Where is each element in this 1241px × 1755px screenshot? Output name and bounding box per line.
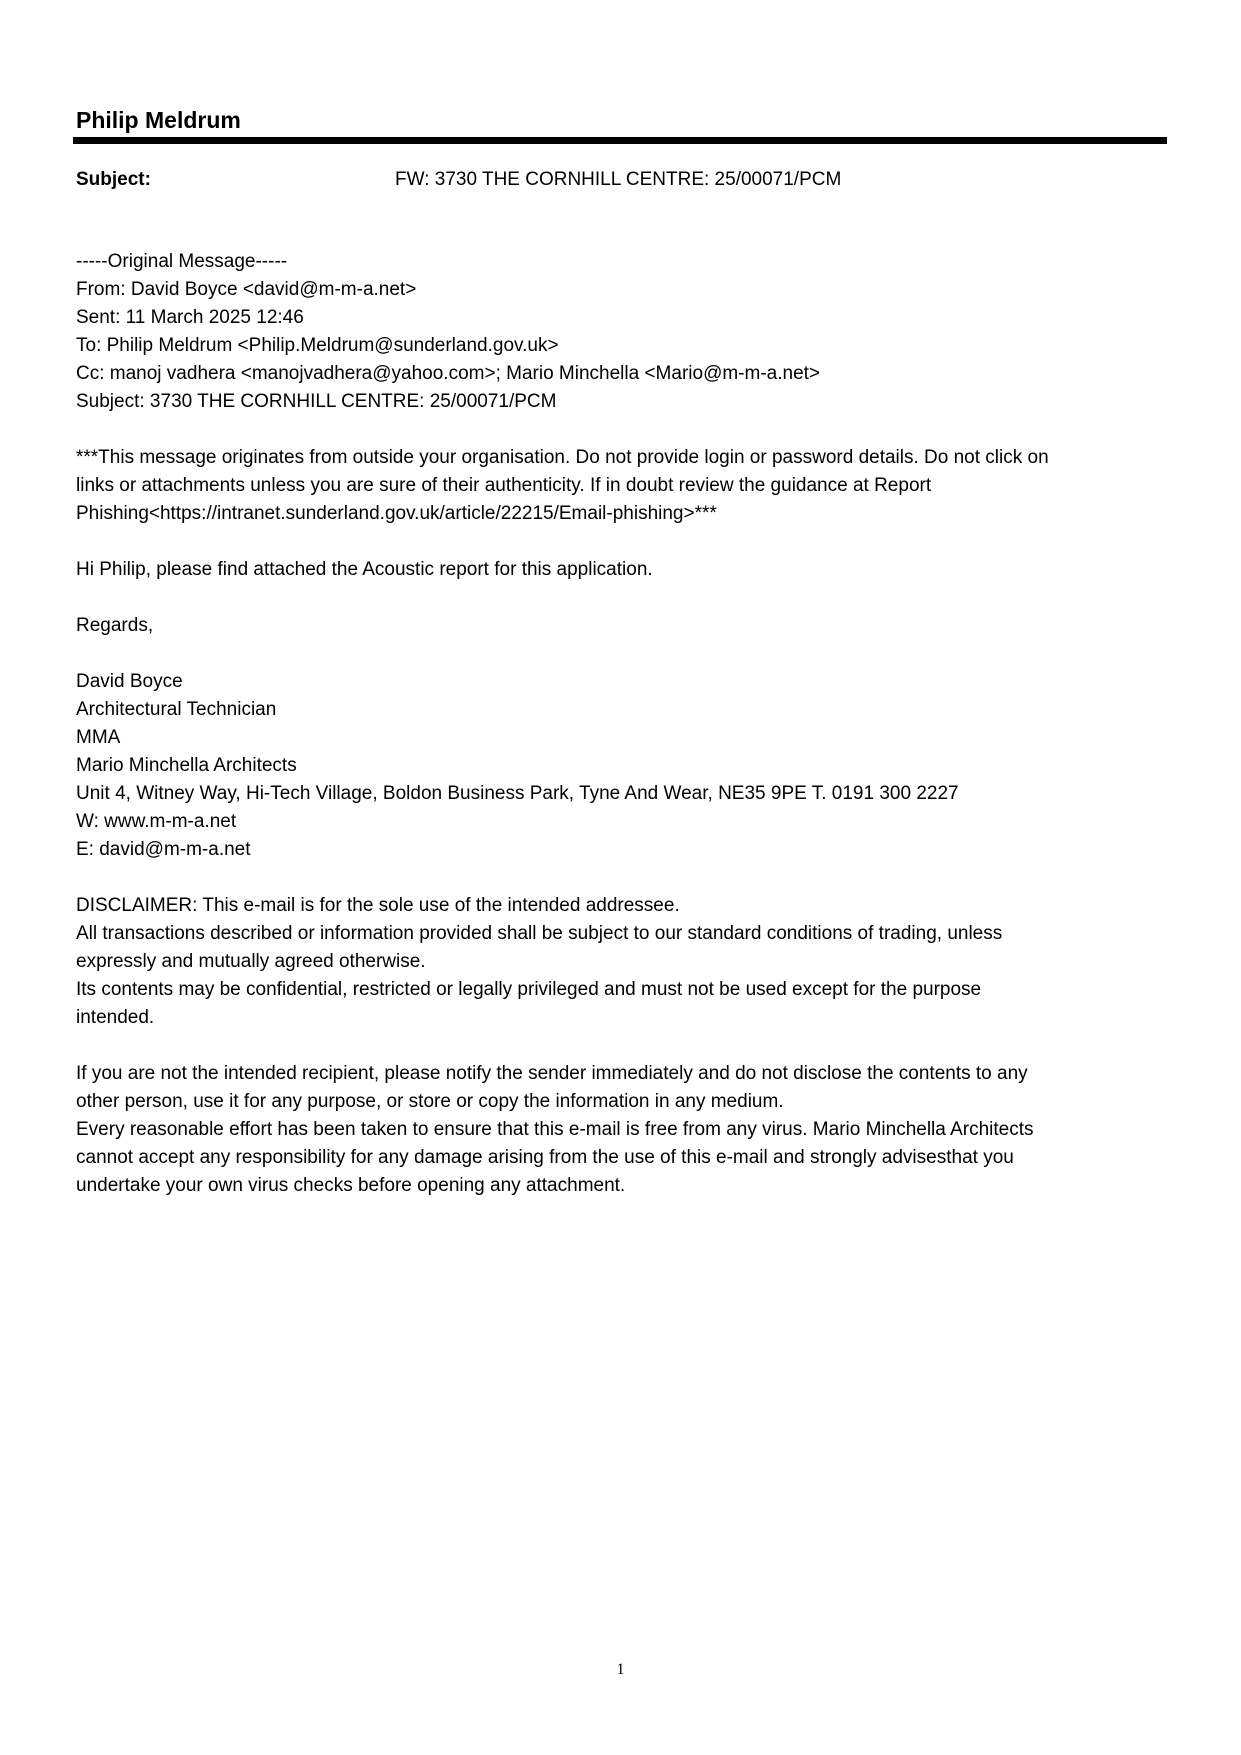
warning-line: Phishing<https://intranet.sunderland.gov.uk/article/22215/Email-phishing>***: [76, 503, 717, 524]
disclaimer-line: Every reasonable effort has been taken to ensure that this e-mail is free from any virus. Mario Minchella Architects: [76, 1119, 1034, 1140]
original-cc: Cc: manoj vadhera <manojvadhera@yahoo.com>; Mario Minchella <Mario@m-m-a.net>: [76, 363, 821, 384]
original-from: From: David Boyce <david@m-m-a.net>: [76, 279, 417, 300]
original-message-separator: -----Original Message-----: [76, 251, 288, 272]
disclaimer-line: undertake your own virus checks before opening any attachment.: [76, 1175, 626, 1196]
signature-company: Mario Minchella Architects: [76, 755, 297, 776]
original-sent: Sent: 11 March 2025 12:46: [76, 307, 304, 328]
email-body: [76, 248, 1171, 1200]
subject-row: [76, 166, 1166, 194]
signature-name: David Boyce: [76, 671, 183, 692]
subject-value: FW: 3730 THE CORNHILL CENTRE: 25/00071/PCM: [395, 169, 842, 190]
spacer: [76, 864, 1171, 892]
original-subject: Subject: 3730 THE CORNHILL CENTRE: 25/00071/PCM: [76, 391, 557, 412]
signature-company-short: MMA: [76, 727, 121, 748]
disclaimer-line: All transactions described or information provided shall be subject to our standard conditions of trading, unless: [76, 923, 1003, 944]
disclaimer-line: If you are not the intended recipient, please notify the sender immediately and do not disclose the contents to any: [76, 1063, 1028, 1084]
greeting-text: Hi Philip, please find attached the Acoustic report for this application.: [76, 559, 653, 580]
disclaimer-line: cannot accept any responsibility for any damage arising from the use of this e-mail and strongly advisesthat you: [76, 1147, 1014, 1168]
subject-label: Subject:: [76, 169, 151, 190]
disclaimer-line: intended.: [76, 1007, 155, 1028]
sender-name-heading: Philip Meldrum: [76, 107, 241, 133]
spacer: [76, 584, 1171, 612]
spacer: [76, 528, 1171, 556]
disclaimer-line: other person, use it for any purpose, or store or copy the information in any medium.: [76, 1091, 784, 1112]
spacer: [76, 416, 1171, 444]
original-to: To: Philip Meldrum <Philip.Meldrum@sunderland.gov.uk>: [76, 335, 559, 356]
disclaimer-line: expressly and mutually agreed otherwise.: [76, 951, 426, 972]
spacer: [76, 1032, 1171, 1060]
signature-address: Unit 4, Witney Way, Hi-Tech Village, Boldon Business Park, Tyne And Wear, NE35 9PE T. 0191 300 2227: [76, 783, 959, 804]
disclaimer-line: DISCLAIMER: This e-mail is for the sole use of the intended addressee.: [76, 895, 680, 916]
warning-line: links or attachments unless you are sure of their authenticity. If in doubt review the guidance at Report: [76, 475, 932, 496]
disclaimer-line: Its contents may be confidential, restricted or legally privileged and must not be used except for the purpose: [76, 979, 982, 1000]
header-divider: [73, 137, 1167, 144]
page-number: 1: [616, 1661, 625, 1678]
signature-email: E: david@m-m-a.net: [76, 839, 251, 860]
spacer: [76, 640, 1171, 668]
regards-text: Regards,: [76, 615, 154, 636]
signature-web: W: www.m-m-a.net: [76, 811, 237, 832]
signature-title: Architectural Technician: [76, 699, 277, 720]
warning-line: ***This message originates from outside your organisation. Do not provide login or password details. Do not click on: [76, 447, 1049, 468]
